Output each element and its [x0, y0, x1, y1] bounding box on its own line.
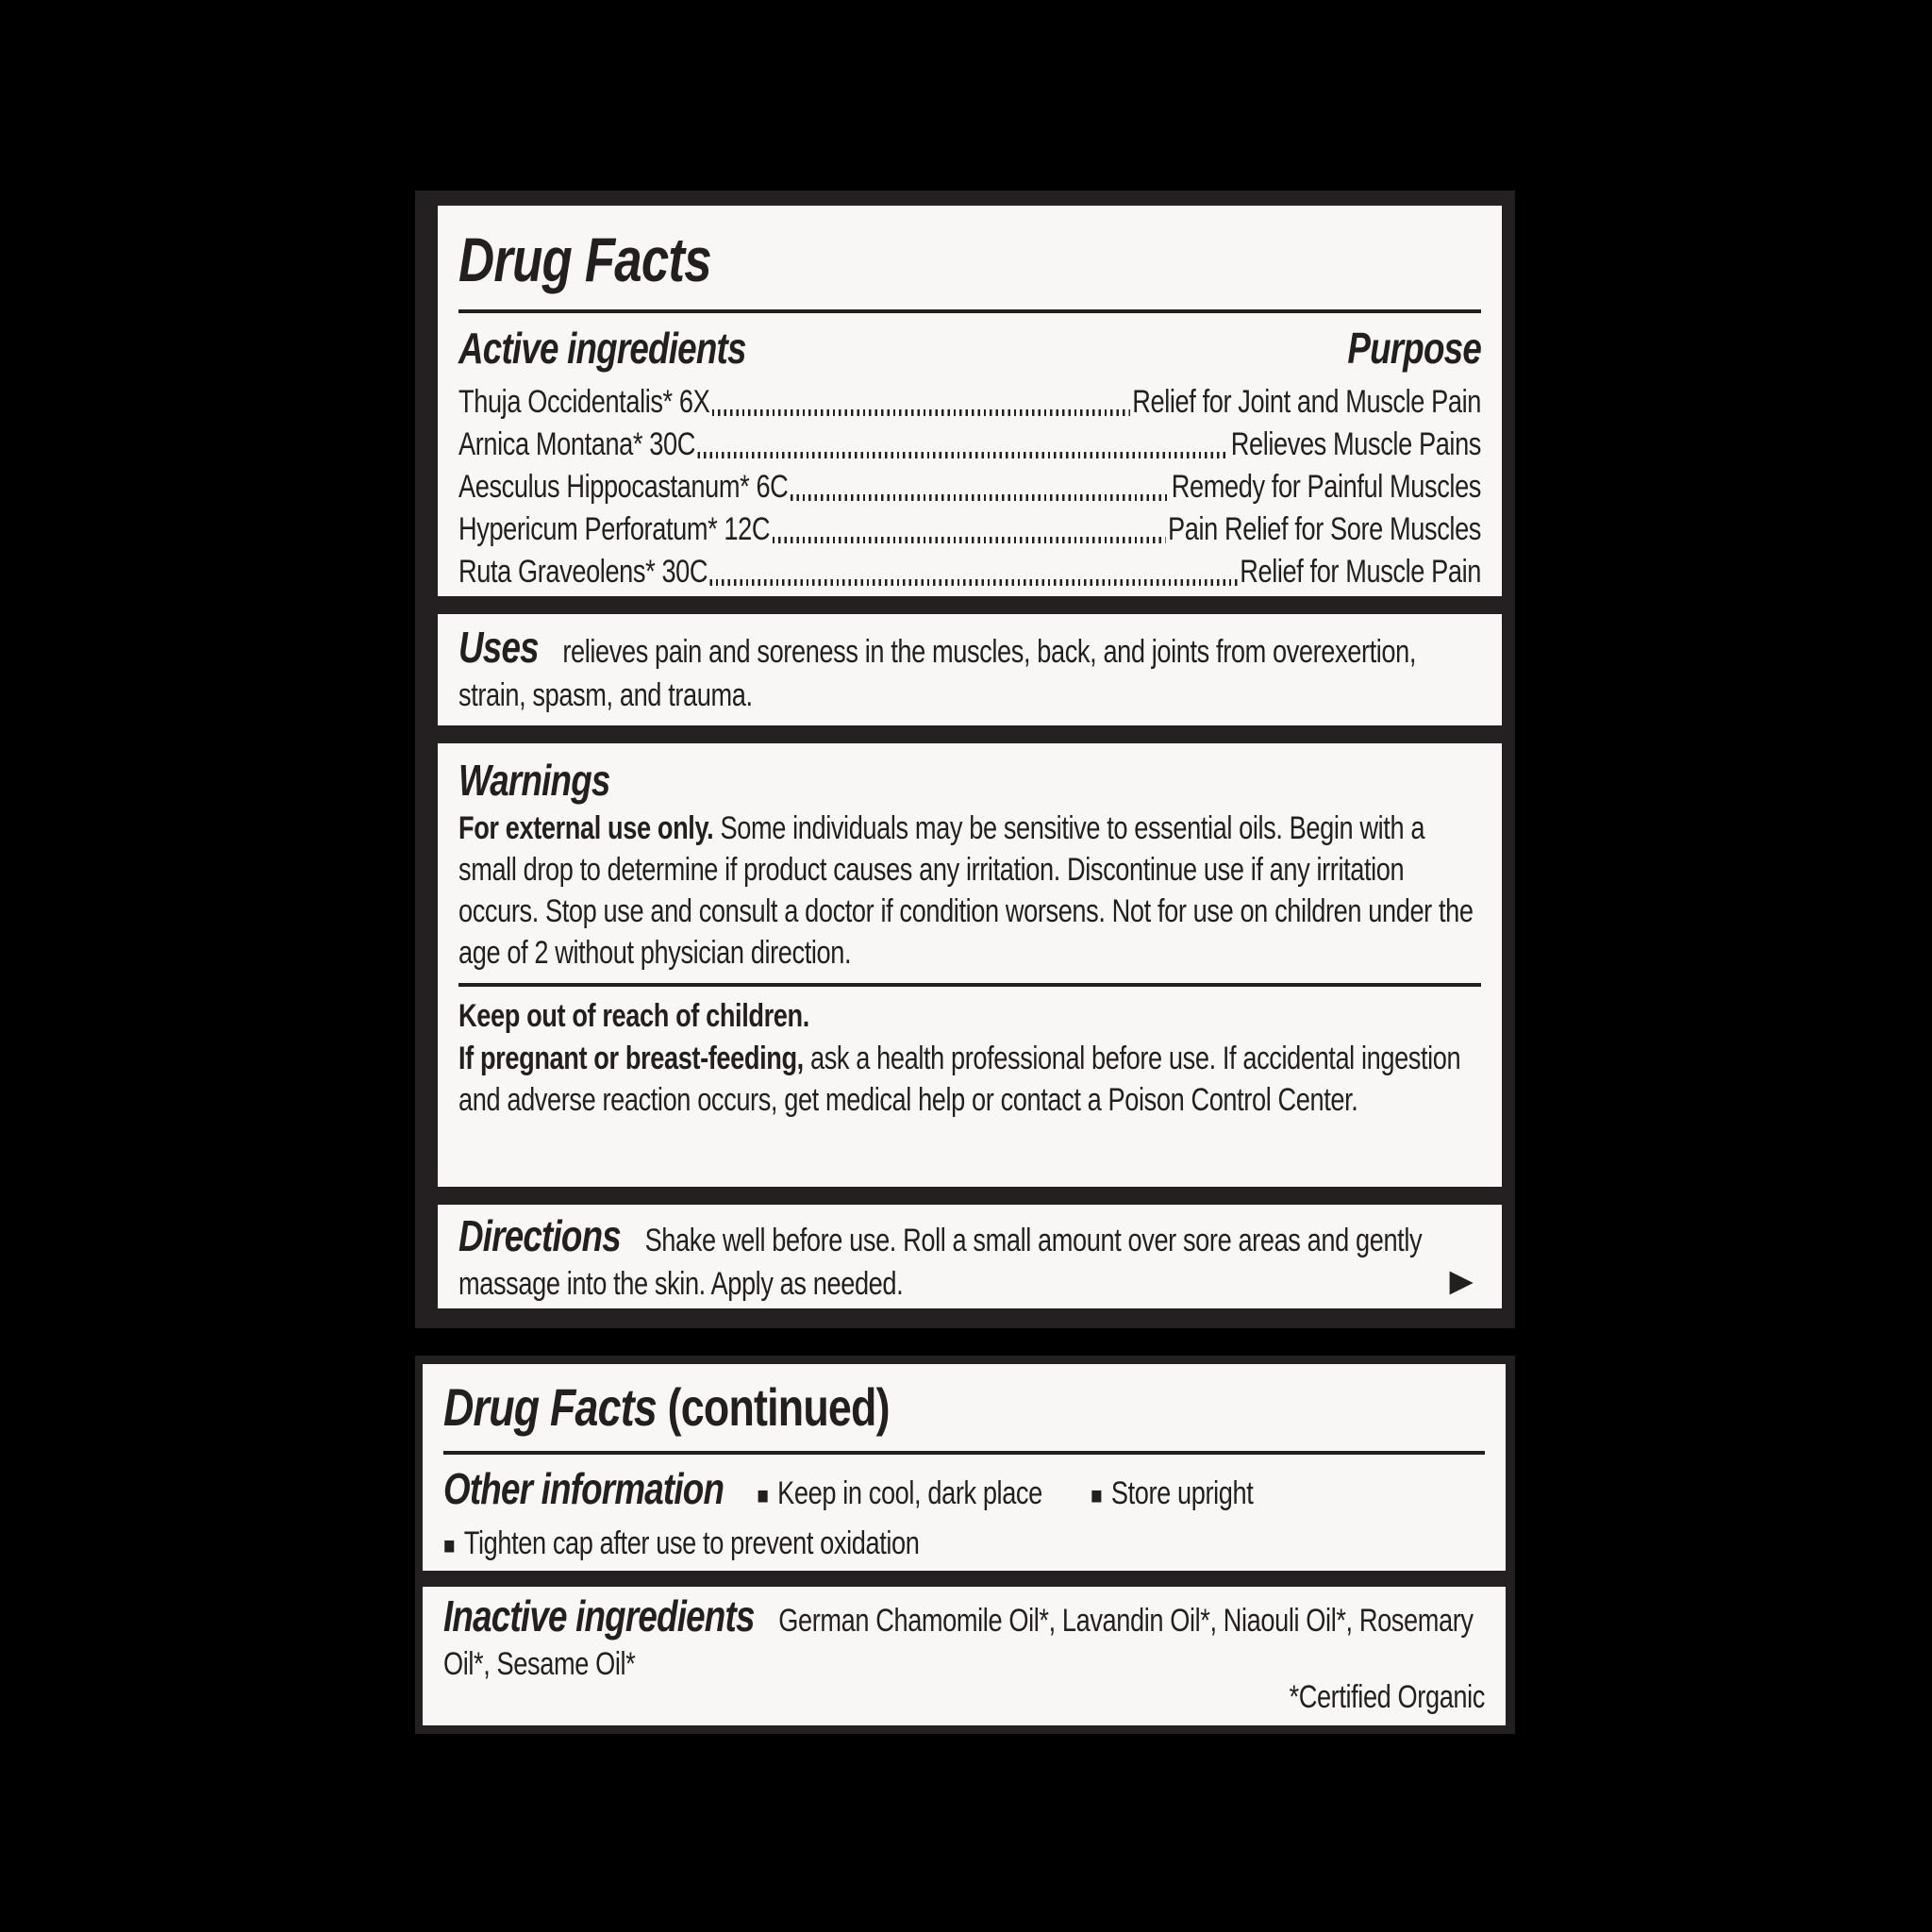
external-use-paragraph: [458, 808, 1481, 974]
drug-facts-title: Drug Facts: [458, 225, 711, 294]
ingredient-name: Ruta Graveolens* 30C: [458, 554, 708, 590]
ingredient-purpose: Relieves Muscle Pains: [1230, 426, 1481, 462]
dotted-leader: [773, 537, 1166, 543]
dotted-leader: [712, 409, 1130, 416]
ingredient-name: Thuja Occidentalis* 6X: [458, 384, 710, 420]
other-info-item: [757, 1467, 1042, 1522]
dotted-leader: [791, 494, 1170, 501]
continue-arrow-icon: ►: [1441, 1258, 1481, 1303]
ingredients-header-row: [458, 321, 1481, 375]
ingredient-row: [458, 466, 1481, 508]
divider: [458, 983, 1481, 987]
inactive-ingredients-paragraph: [443, 1591, 1485, 1686]
square-bullet-icon: ■: [1091, 1481, 1103, 1509]
ingredient-row: [458, 551, 1481, 593]
purpose-heading: Purpose: [1347, 324, 1481, 373]
ingredient-name: Hypericum Perforatum* 12C: [458, 511, 771, 547]
active-ingredients-panel: [438, 206, 1502, 596]
pregnant-text: ask a health professional before use. If accidental ingestion and adverse reaction occurs, get medical help or contact a Poison Control Center.: [458, 1041, 1461, 1118]
ingredient-row: [458, 424, 1481, 466]
drug-facts-main-section: [415, 191, 1515, 1328]
uses-paragraph: [458, 625, 1481, 717]
directions-panel: [438, 1205, 1502, 1308]
directions-text: Shake well before use. Roll a small amount over sore areas and gently massage into the skin. Apply as needed.: [458, 1223, 1423, 1302]
active-ingredients-heading: Active ingredients: [458, 324, 746, 373]
other-information-panel: [423, 1364, 1506, 1571]
directions-heading: Directions: [458, 1211, 621, 1260]
other-info-item: [443, 1522, 1485, 1567]
square-bullet-icon: ■: [443, 1531, 456, 1559]
ingredient-row: [458, 381, 1481, 424]
uses-text: relieves pain and soreness in the muscles, back, and joints from overexertion, strain, spasm, and trauma.: [458, 634, 1417, 713]
other-information-heading: Other information: [443, 1464, 724, 1513]
other-info-item-text: Keep in cool, dark place: [777, 1475, 1042, 1511]
inactive-ingredients-heading: Inactive ingredients: [443, 1591, 755, 1641]
other-info-item: [1091, 1467, 1253, 1522]
continued-title: [443, 1374, 1485, 1441]
ingredient-row: [458, 508, 1481, 551]
uses-heading: Uses: [458, 623, 539, 672]
ingredient-list: [458, 381, 1481, 593]
inactive-ingredients-text: German Chamomile Oil*, Lavandin Oil*, Niaouli Oil*, Rosemary Oil*, Sesame Oil*: [443, 1603, 1474, 1682]
dotted-leader: [710, 579, 1238, 586]
divider: [443, 1451, 1485, 1455]
dotted-leader: [697, 452, 1228, 458]
pregnant-paragraph: [458, 1038, 1481, 1121]
ingredient-purpose: Relief for Joint and Muscle Pain: [1132, 384, 1481, 420]
ingredient-name: Aesculus Hippocastanum* 6C: [458, 469, 789, 505]
directions-paragraph: [458, 1211, 1481, 1306]
inactive-ingredients-panel: [423, 1587, 1506, 1725]
other-info-item-text: Tighten cap after use to prevent oxidation: [463, 1525, 920, 1561]
pregnant-bold: If pregnant or breast-feeding,: [458, 1041, 804, 1076]
warnings-heading: Warnings: [458, 756, 610, 805]
external-use-text: Some individuals may be sensitive to essential oils. Begin with a small drop to determine if product causes any irritation. Discontinue use if any irritation occurs. Stop use and consult a doctor if condition worsens. Not for use on children under the age of 2 without physician direction.: [458, 810, 1474, 971]
warnings-panel: [438, 743, 1502, 1187]
ingredient-purpose: Remedy for Painful Muscles: [1171, 469, 1481, 505]
external-use-bold: For external use only.: [458, 810, 714, 846]
continued-title-suffix: (continued): [657, 1377, 890, 1437]
other-information-row: [443, 1462, 1485, 1522]
ingredient-purpose: Pain Relief for Sore Muscles: [1168, 511, 1481, 547]
certified-organic-footnote: *Certified Organic: [1289, 1679, 1485, 1715]
divider: [458, 309, 1481, 313]
continued-title-bold: Drug Facts: [443, 1377, 657, 1437]
square-bullet-icon: ■: [757, 1481, 769, 1509]
ingredient-name: Arnica Montana* 30C: [458, 426, 695, 462]
drug-facts-continued-section: [415, 1356, 1515, 1734]
other-info-item-text: Store upright: [1110, 1475, 1254, 1511]
uses-panel: [438, 614, 1502, 725]
keep-out-of-reach-line: Keep out of reach of children.: [458, 998, 809, 1034]
ingredient-purpose: Relief for Muscle Pain: [1240, 554, 1481, 590]
